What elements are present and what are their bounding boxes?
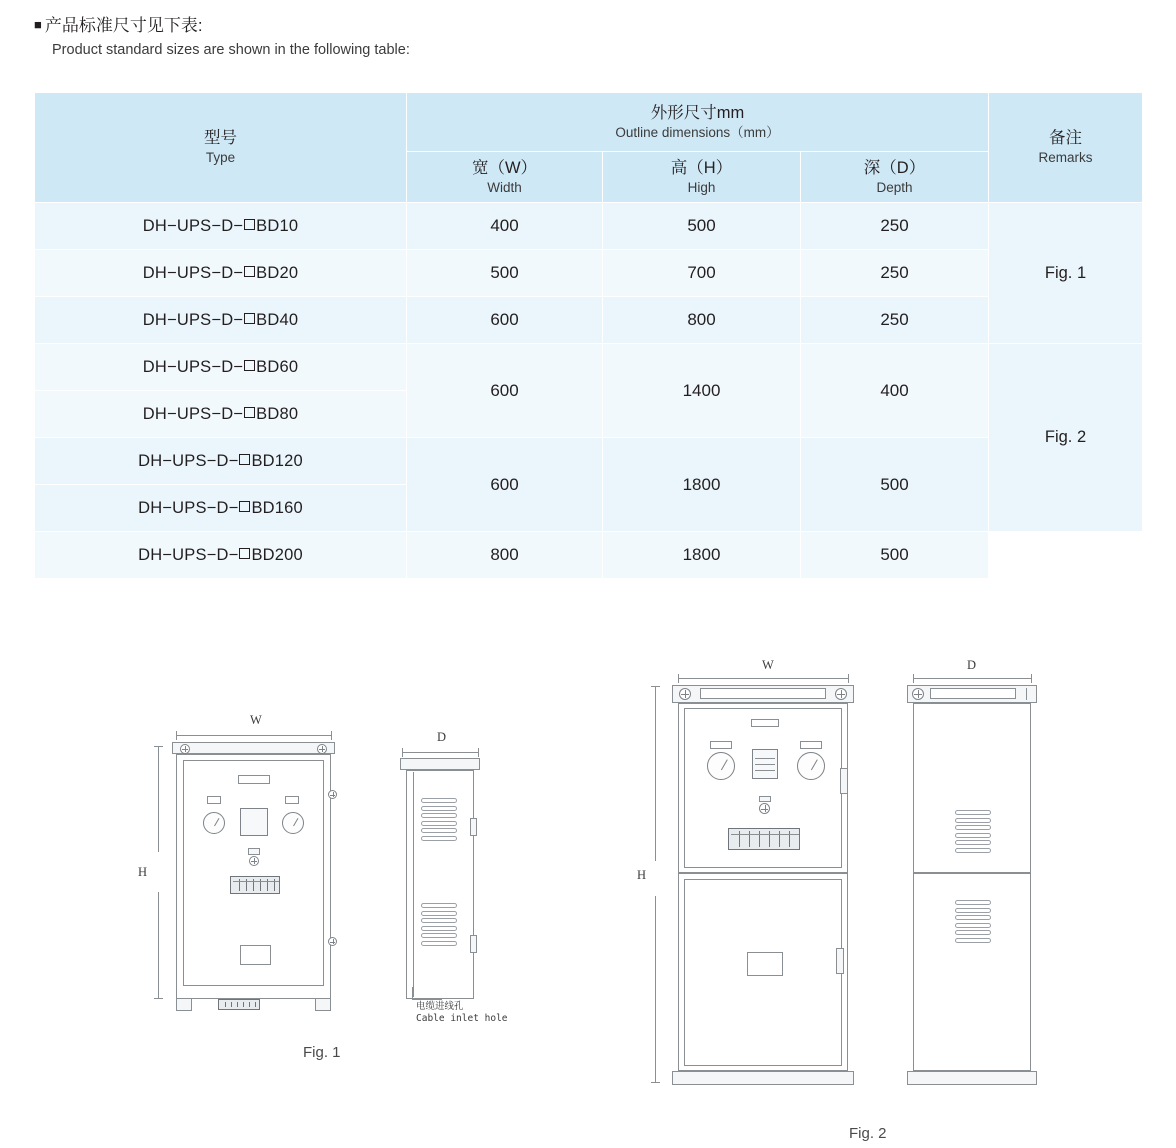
- fig1-fix-upper-right: [328, 790, 337, 799]
- fig2-side-louver-lower: [955, 900, 991, 945]
- fig2-terminal-strip: [728, 828, 800, 850]
- cell-type: [35, 297, 407, 344]
- fig1-side-louver-upper: [421, 798, 457, 843]
- cell-high: 500: [603, 203, 801, 250]
- fig1-nameplate: [240, 945, 271, 965]
- header-width-en: Width: [487, 179, 522, 195]
- fig1-d-label: D: [437, 730, 447, 744]
- fig2-lamp-left: [710, 741, 732, 749]
- fig2-h-tick-bottom: [651, 1082, 660, 1083]
- fig2-screw-top-left: [679, 688, 691, 700]
- type-prefix: DH−UPS−D−: [142, 216, 244, 235]
- fig2-screw-top-right: [835, 688, 847, 700]
- table-row: [35, 203, 1143, 250]
- fig2-lamp-right: [800, 741, 822, 749]
- cell-depth: 400: [801, 344, 989, 438]
- heading-chinese: [34, 14, 934, 37]
- header-type: [35, 93, 407, 203]
- cell-high: 1400: [603, 344, 801, 438]
- fig2-w-dim-line: [678, 678, 848, 679]
- fig1-gauge-left: [203, 812, 225, 834]
- dimensions-table-wrap: [34, 92, 1142, 579]
- fig1-w-dim-line: [176, 735, 331, 736]
- type-prefix: DH−UPS−D−: [142, 404, 244, 423]
- cell-depth: 500: [801, 532, 989, 579]
- table-row: [35, 344, 1143, 391]
- cell-type: [35, 438, 407, 485]
- fig2-top-vent: [700, 688, 826, 699]
- fig2-caption: Fig. 2: [849, 1125, 887, 1142]
- type-suffix: BD40: [256, 310, 299, 329]
- square-icon: [239, 501, 250, 512]
- fig1-h-label: H: [138, 865, 148, 879]
- type-prefix: DH−UPS−D−: [138, 498, 239, 517]
- cell-depth: 500: [801, 438, 989, 532]
- type-suffix: BD160: [251, 498, 303, 517]
- header-width-cn: 宽（W）: [471, 158, 538, 177]
- cell-high: 1800: [603, 532, 801, 579]
- type-prefix: DH−UPS−D−: [142, 263, 244, 282]
- fig1-h-tick-top: [154, 746, 163, 747]
- fig1-side-hinge-upper: [470, 818, 477, 836]
- cell-width: 600: [407, 344, 603, 438]
- fig2-d-dim-line: [913, 678, 1031, 679]
- fig2-lower-lock: [836, 948, 844, 974]
- cell-high: 1800: [603, 438, 801, 532]
- square-icon: [244, 360, 255, 371]
- fig1-h-tick-bottom: [154, 998, 163, 999]
- heading-chinese-text: 产品标准尺寸见下表:: [44, 16, 203, 35]
- square-icon: [244, 219, 255, 230]
- fig1-foot-left: [176, 998, 192, 1011]
- fig1-d-tick-left: [402, 748, 403, 757]
- cell-width: 400: [407, 203, 603, 250]
- heading-english: Product standard sizes are shown in the following table:: [52, 42, 410, 58]
- fig2-d-label: D: [967, 658, 977, 672]
- cell-depth: 250: [801, 250, 989, 297]
- fig1-d-dim-line: [402, 752, 478, 753]
- fig1-screw-top-left: [180, 744, 190, 754]
- square-icon: [244, 266, 255, 277]
- fig1-h-dim-line-bottom: [158, 892, 159, 998]
- table-row: [35, 532, 1143, 579]
- table-row: [35, 250, 1143, 297]
- fig1-terminal-strip: [230, 876, 280, 894]
- header-depth-en: Depth: [876, 179, 913, 195]
- fig2-side-louver-upper: [955, 810, 991, 855]
- cell-width: 600: [407, 438, 603, 532]
- fig1-caption: Fig. 1: [303, 1044, 341, 1061]
- fig1-h-dim-line-top: [158, 746, 159, 852]
- type-suffix: BD10: [256, 216, 299, 235]
- fig2-h-label: H: [637, 868, 647, 882]
- cell-type: [35, 203, 407, 250]
- fig2-selector-knob: [759, 803, 770, 814]
- fig2-d-tick-right: [1031, 674, 1032, 683]
- fig1-w-tick-left: [176, 731, 177, 740]
- fig2-side-screw-left: [912, 688, 924, 700]
- type-suffix: BD80: [256, 404, 299, 423]
- fig1-gauge-right: [282, 812, 304, 834]
- type-suffix: BD60: [256, 357, 299, 376]
- cell-high: 700: [603, 250, 801, 297]
- type-prefix: DH−UPS−D−: [138, 451, 239, 470]
- header-remarks-cn: 备注: [1049, 129, 1083, 147]
- header-depth-cn: 深（D）: [863, 158, 926, 177]
- fig2-plinth: [672, 1071, 854, 1085]
- fig1-side-top-cap: [400, 758, 480, 770]
- fig2-side-screw-right: [1026, 688, 1027, 700]
- fig1-inlet-leader-h: [412, 999, 442, 1000]
- dimensions-table: [34, 92, 1143, 579]
- fig1-inlet-note-cn: 电缆进线孔: [416, 1001, 464, 1012]
- header-depth: [801, 152, 989, 203]
- header-outline-en: Outline dimensions（mm）: [615, 124, 780, 140]
- section-heading: [34, 14, 934, 60]
- fig1-screw-top-right: [317, 744, 327, 754]
- header-high-cn: 高（H）: [670, 158, 733, 177]
- fig2-upper-lock: [840, 768, 848, 794]
- fig1-inlet-note: [416, 1001, 508, 1025]
- header-width: [407, 152, 603, 203]
- cell-depth: 250: [801, 297, 989, 344]
- fig2-side-plinth: [907, 1071, 1037, 1085]
- fig2-w-tick-left: [678, 674, 679, 683]
- figures-area: [0, 600, 1176, 1148]
- fig2-gauge-left: [707, 752, 735, 780]
- header-outline: [407, 93, 989, 152]
- fig2-lower-nameplate: [747, 952, 783, 976]
- cell-width: 800: [407, 532, 603, 579]
- cell-width: 500: [407, 250, 603, 297]
- fig1-display: [238, 775, 270, 784]
- fig1-foot-right: [315, 998, 331, 1011]
- fig1-selector: [248, 848, 260, 855]
- type-suffix: BD20: [256, 263, 299, 282]
- fig1-side-louver-lower: [421, 903, 457, 948]
- cell-depth: 250: [801, 203, 989, 250]
- type-suffix: BD200: [251, 545, 303, 564]
- fig2-w-tick-right: [848, 674, 849, 683]
- fig2-w-label: W: [762, 658, 774, 672]
- fig2-gauge-right: [797, 752, 825, 780]
- fig1-w-tick-right: [331, 731, 332, 740]
- table-row: [35, 438, 1143, 485]
- cell-width: 600: [407, 297, 603, 344]
- header-remarks: [989, 93, 1143, 203]
- fig1-top-cap: [172, 742, 335, 754]
- fig1-side-hinge-lower: [470, 935, 477, 953]
- fig1-fix-lower-right: [328, 937, 337, 946]
- header-type-cn: 型号: [204, 129, 237, 147]
- cell-type: [35, 250, 407, 297]
- header-high-en: High: [687, 179, 716, 195]
- header-type-en: Type: [205, 150, 236, 165]
- fig1-lamp-left: [207, 796, 221, 804]
- cell-type: [35, 485, 407, 532]
- fig1-side-edge: [413, 772, 414, 997]
- square-icon: [244, 407, 255, 418]
- fig2-h-tick-top: [651, 686, 660, 687]
- square-icon: [239, 454, 250, 465]
- type-prefix: DH−UPS−D−: [138, 545, 239, 564]
- header-high: [603, 152, 801, 203]
- fig1-inlet-leader-v: [412, 987, 413, 999]
- fig1-lamp-right: [285, 796, 299, 804]
- header-remarks-en: Remarks: [1038, 150, 1093, 165]
- fig2-display: [751, 719, 779, 727]
- fig2-d-tick-left: [913, 674, 914, 683]
- fig2-h-dim-line-bottom: [655, 896, 656, 1082]
- bullet-icon: ■: [34, 17, 42, 32]
- cell-type: [35, 532, 407, 579]
- type-suffix: BD120: [251, 451, 303, 470]
- fig1-center-switch: [240, 808, 268, 836]
- table-row: [35, 297, 1143, 344]
- cell-type: [35, 344, 407, 391]
- fig2-side-top-vent: [930, 688, 1016, 699]
- fig1-d-tick-right: [478, 748, 479, 757]
- table-header-row-1: [35, 93, 1143, 152]
- cell-high: 800: [603, 297, 801, 344]
- cell-remark-fig2: Fig. 2: [989, 344, 1143, 532]
- fig2-h-dim-line-top: [655, 686, 656, 861]
- fig1-bottom-gland: [218, 999, 260, 1010]
- square-icon: [244, 313, 255, 324]
- type-prefix: DH−UPS−D−: [142, 357, 244, 376]
- type-prefix: DH−UPS−D−: [142, 310, 244, 329]
- fig1-inlet-note-en: Cable inlet hole: [416, 1013, 508, 1024]
- fig1-selector-knob: [249, 856, 259, 866]
- cell-remark-fig1: Fig. 1: [989, 203, 1143, 344]
- header-outline-cn: 外形尺寸mm: [650, 103, 745, 122]
- fig1-w-label: W: [250, 713, 262, 727]
- square-icon: [239, 548, 250, 559]
- cell-type: [35, 391, 407, 438]
- fig2-selector: [759, 796, 771, 802]
